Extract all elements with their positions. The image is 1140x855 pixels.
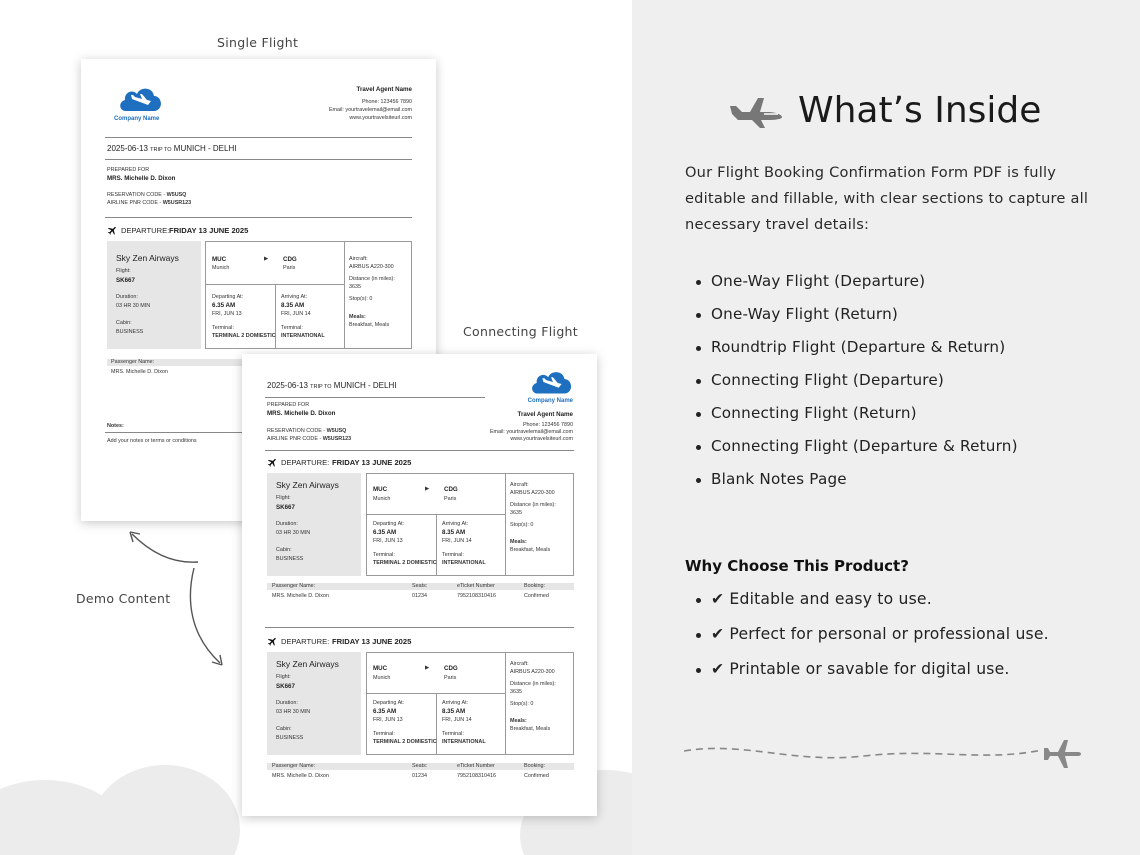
company-name: Company Name <box>114 116 160 122</box>
plane-icon <box>267 457 278 468</box>
flight-number: SK667 <box>116 277 135 284</box>
list-item: Blank Notes Page <box>694 470 1018 503</box>
divider <box>105 159 412 160</box>
intro-text: Our Flight Booking Confirmation Form PDF is fully editable and fillable, with clear sections to capture all necessary travel details: <box>685 164 1089 233</box>
arriving-time: 8.35 AM <box>281 302 305 309</box>
arrival-terminal: INTERNATIONAL <box>281 333 325 339</box>
list-item: One-Way Flight (Departure) <box>694 272 1018 305</box>
prepared-for-name: MRS. Michelle D. Dixon <box>267 410 336 417</box>
to-code: CDG <box>283 256 297 263</box>
departure-date: FRIDAY 13 JUNE 2025 <box>169 226 249 235</box>
trip-line: 2025-06-13 TRIP TO MUNICH - DELHI <box>267 381 397 390</box>
reservation-code: RESERVATION CODE - W5USQ <box>107 192 187 198</box>
divider <box>105 217 412 218</box>
info-panel <box>632 0 1140 855</box>
why-title: Why Choose This Product? <box>685 557 909 575</box>
agent-name: Travel Agent Name <box>356 86 412 93</box>
seats-value: 01234 <box>412 593 427 599</box>
company-name: Company Name <box>527 398 573 404</box>
stops-value: Stop(s): 0 <box>349 296 373 302</box>
agent-name: Travel Agent Name <box>517 411 573 418</box>
trip-route: MUNICH - DELHI <box>173 144 237 153</box>
plane-icon <box>267 636 278 647</box>
cloud-logo-icon <box>118 85 164 115</box>
plane-icon <box>728 94 784 130</box>
list-item: ✔ Editable and easy to use. <box>694 590 1049 625</box>
caption-demo-content: Demo Content <box>76 591 171 606</box>
contents-list <box>694 272 1018 503</box>
list-item: Connecting Flight (Departure & Return) <box>694 437 1018 470</box>
caption-single-flight: Single Flight <box>217 35 299 50</box>
booking-status: Confirmed <box>524 593 549 599</box>
list-item: Roundtrip Flight (Departure & Return) <box>694 338 1018 371</box>
curved-arrow-icon <box>120 520 230 680</box>
list-item: One-Way Flight (Return) <box>694 305 1018 338</box>
page-title: What’s Inside <box>798 90 1042 131</box>
list-item: Connecting Flight (Return) <box>694 404 1018 437</box>
trip-date: 2025-06-13 <box>107 144 148 153</box>
notes-text: Add your notes or terms or conditions <box>107 438 197 444</box>
pnr-code: AIRLINE PNR CODE - W5USR123 <box>107 200 192 206</box>
prepared-for-label: PREPARED FOR <box>107 167 150 173</box>
benefits-list <box>694 590 1049 695</box>
prepared-for-name: MRS. Michelle D. Dixon <box>107 175 176 182</box>
notes-label: Notes: <box>107 423 124 429</box>
agent-phone: Phone: 123456 7890 <box>361 99 412 105</box>
distance-value: 3635 <box>349 284 361 290</box>
single-flight-document: Company Name Travel Agent Name Phone: 123456 7890 Email: yourtravelemail@email.com www.yourtravelsiteurl.com 2025-06-13 TRIP TO MUNICH - DELHI PREPARED FOR MRS. Michelle D. Dixon RESERVATION CODE - W5USQ AIRLINE PNR CODE - W5USR123 DEPARTURE: FRIDAY 13 JUNE 2025 Sky Zen Airways Flight: SK667 Duration: 03 HR 30 MIN Cabin: BUSINESS MUC Munich ▶ CDG Paris Departing At: 6.35 AM FRI, JUN 13 Terminal: TERMINAL 2 DOMIESTIC Arriving At: 8.35 AM FRI, JUN 14 Terminal: INTERNATIONAL Aircraft: AIRBUS A220-300 Distance (in miles): 3635 Stop(s): 0 Meals: Breakfast, Meals Passenger Name: MRS. Michelle D. Dixon Notes: Add your notes or terms or conditions <box>81 59 436 521</box>
departure-label: DEPARTURE: <box>121 226 170 235</box>
trip-to-label: TRIP TO <box>150 147 172 153</box>
passenger-name: MRS. Michelle D. Dixon <box>111 369 168 375</box>
divider <box>105 137 412 138</box>
list-item: Connecting Flight (Departure) <box>694 371 1018 404</box>
passenger-name: MRS. Michelle D. Dixon <box>272 593 329 599</box>
to-city: Paris <box>283 265 296 271</box>
departing-time: 6.35 AM <box>212 302 236 309</box>
cabin-value: BUSINESS <box>116 329 144 335</box>
connecting-flight-document: 2025-06-13 TRIP TO MUNICH - DELHI PREPARED FOR MRS. Michelle D. Dixon RESERVATION CODE - W5USQ AIRLINE PNR CODE - W5USR123 Company Name Travel Agent Name Phone: 123456 7890 Email: yourtravelemail@email.com www.yourtravelsiteurl.com DEPARTURE: FRIDAY 13 JUNE 2025 Sky Zen Airways Flight: SK667 Duration: 03 HR 30 MIN Cabin: BUSINESS MUC Munich ▶ CDG Paris Departing At: 6.35 AM FRI, JUN 13 Terminal: TERMINAL 2 DOMIESTIC Arriving At: 8.35 AM FRI, JUN 14 Terminal: INTERNATIONAL Aircraft: AIRBUS A220-300 Distance (in miles): 3635 Stop(s): 0 Meals: Breakfast, Meals Passenger Name: Seats: eTicket Number Booking: MRS. Michelle D. Dixon 01234 7952108310416 Confirmed DEPARTURE: FRIDAY 13 JUNE 2025 Sky Zen Airways Flight: SK667 Duration: 03 HR 30 MIN Cabin: BUSINESS MUC Munich ▶ CDG Paris Departing At: 6.35 AM FRI, JUN 13 Terminal: TERMINAL 2 DOMIESTIC Arriving At: 8.35 AM FRI, JUN 14 Terminal: INTERNATIONAL Aircraft: AIRBUS A220-300 Distance (in miles): 3635 Stop(s): 0 Meals: Breakfast, Meals Passenger Name: Seats: eTicket Number Booking: MRS. Michelle D. Dixon 01234 7952108310416 Confirmed <box>242 354 597 816</box>
airline-name: Sky Zen Airways <box>116 253 179 263</box>
bg-cloud <box>90 765 240 855</box>
agent-email: Email: yourtravelemail@email.com <box>328 107 412 113</box>
departure-terminal: TERMINAL 2 DOMIESTIC <box>212 333 276 339</box>
eticket-value: 7952108310416 <box>457 593 496 599</box>
duration-value: 03 HR 30 MIN <box>116 303 151 309</box>
from-city: Munich <box>212 265 230 271</box>
route-arrow: ▶ <box>264 256 269 262</box>
trip-line <box>107 144 236 153</box>
flight-label: Flight: <box>116 268 131 274</box>
list-item: ✔ Perfect for personal or professional use. <box>694 625 1049 660</box>
list-item: ✔ Printable or savable for digital use. <box>694 660 1049 695</box>
plane-icon <box>107 225 118 236</box>
aircraft-value: AIRBUS A220-300 <box>349 264 394 270</box>
from-code: MUC <box>212 256 227 263</box>
duration-label: Duration: <box>116 294 138 300</box>
agent-website: www.yourtravelsiteurl.com <box>349 115 412 121</box>
dashed-flight-path-icon <box>684 736 1084 772</box>
caption-connecting-flight: Connecting Flight <box>463 324 578 339</box>
cabin-label: Cabin: <box>116 320 132 326</box>
meals-value: Breakfast, Meals <box>349 322 390 328</box>
cloud-logo-icon <box>530 368 574 398</box>
